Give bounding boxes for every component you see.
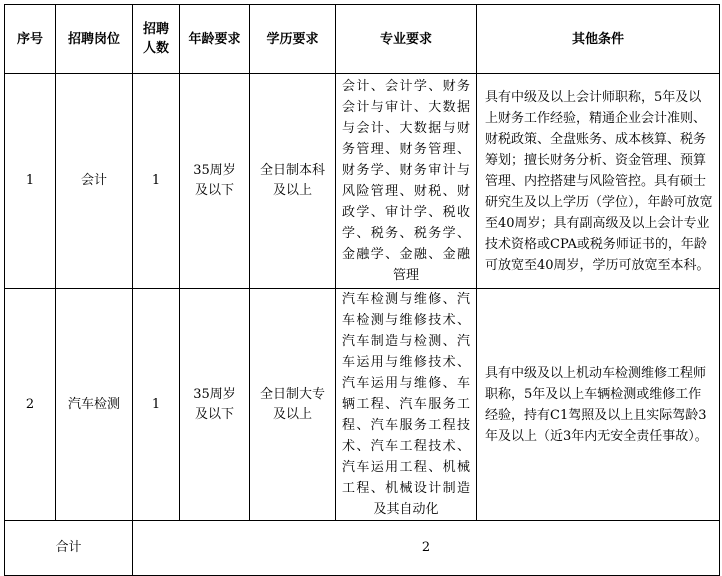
cell-other: 具有中级及以上会计师职称，5年及以上财务工作经验，精通企业会计准则、财税政策、全盘账务、成本核算、税务筹划；擅长财务分析、资金管理、预算管理、内控搭建与风险管控。具有硕士研究生及以上学历（学位），年龄可放宽至40周岁；具有副高级及以上会计专业技术资格或CPA或税务师证书的，年龄可放宽至40周岁，学历可放宽至本科。	[477, 74, 720, 289]
header-position: 招聘岗位	[56, 5, 133, 74]
table-row	[5, 74, 720, 289]
cell-major: 会计、会计学、财务会计与审计、大数据与会计、大数据与财务管理、财务管理、财务学、财务审计与风险管理、财税、财政学、审计学、税收学、税务、税务学、金融学、金融、金融管理	[336, 74, 477, 289]
cell-age: 35周岁及以下	[180, 74, 250, 289]
table-row	[5, 289, 720, 521]
cell-age: 35周岁及以下	[180, 289, 250, 521]
cell-no: 2	[5, 289, 56, 521]
cell-major: 汽车检测与维修、汽车检测与维修技术、汽车制造与检测、汽车运用与维修技术、汽车运用与维修、车辆工程、汽车服务工程、汽车服务工程技术、汽车工程技术、汽车运用工程、机械工程、机械设计制造及其自动化	[336, 289, 477, 521]
cell-count: 1	[133, 74, 180, 289]
total-row	[5, 521, 720, 576]
header-education: 学历要求	[250, 5, 336, 74]
total-label: 合计	[5, 521, 133, 576]
header-no: 序号	[5, 5, 56, 74]
cell-no: 1	[5, 74, 56, 289]
cell-education: 全日制大专及以上	[250, 289, 336, 521]
cell-position: 汽车检测	[56, 289, 133, 521]
header-age: 年龄要求	[180, 5, 250, 74]
header-count: 招聘人数	[133, 5, 180, 74]
cell-education: 全日制本科及以上	[250, 74, 336, 289]
header-other: 其他条件	[477, 5, 720, 74]
header-row	[5, 5, 720, 74]
cell-position: 会计	[56, 74, 133, 289]
total-value: 2	[133, 521, 720, 576]
header-major: 专业要求	[336, 5, 477, 74]
cell-count: 1	[133, 289, 180, 521]
cell-other: 具有中级及以上机动车检测维修工程师职称，5年及以上车辆检测或维修工作经验，持有C1驾照及以上且实际驾龄3年及以上（近3年内无安全责任事故）。	[477, 289, 720, 521]
recruitment-table	[4, 4, 720, 576]
